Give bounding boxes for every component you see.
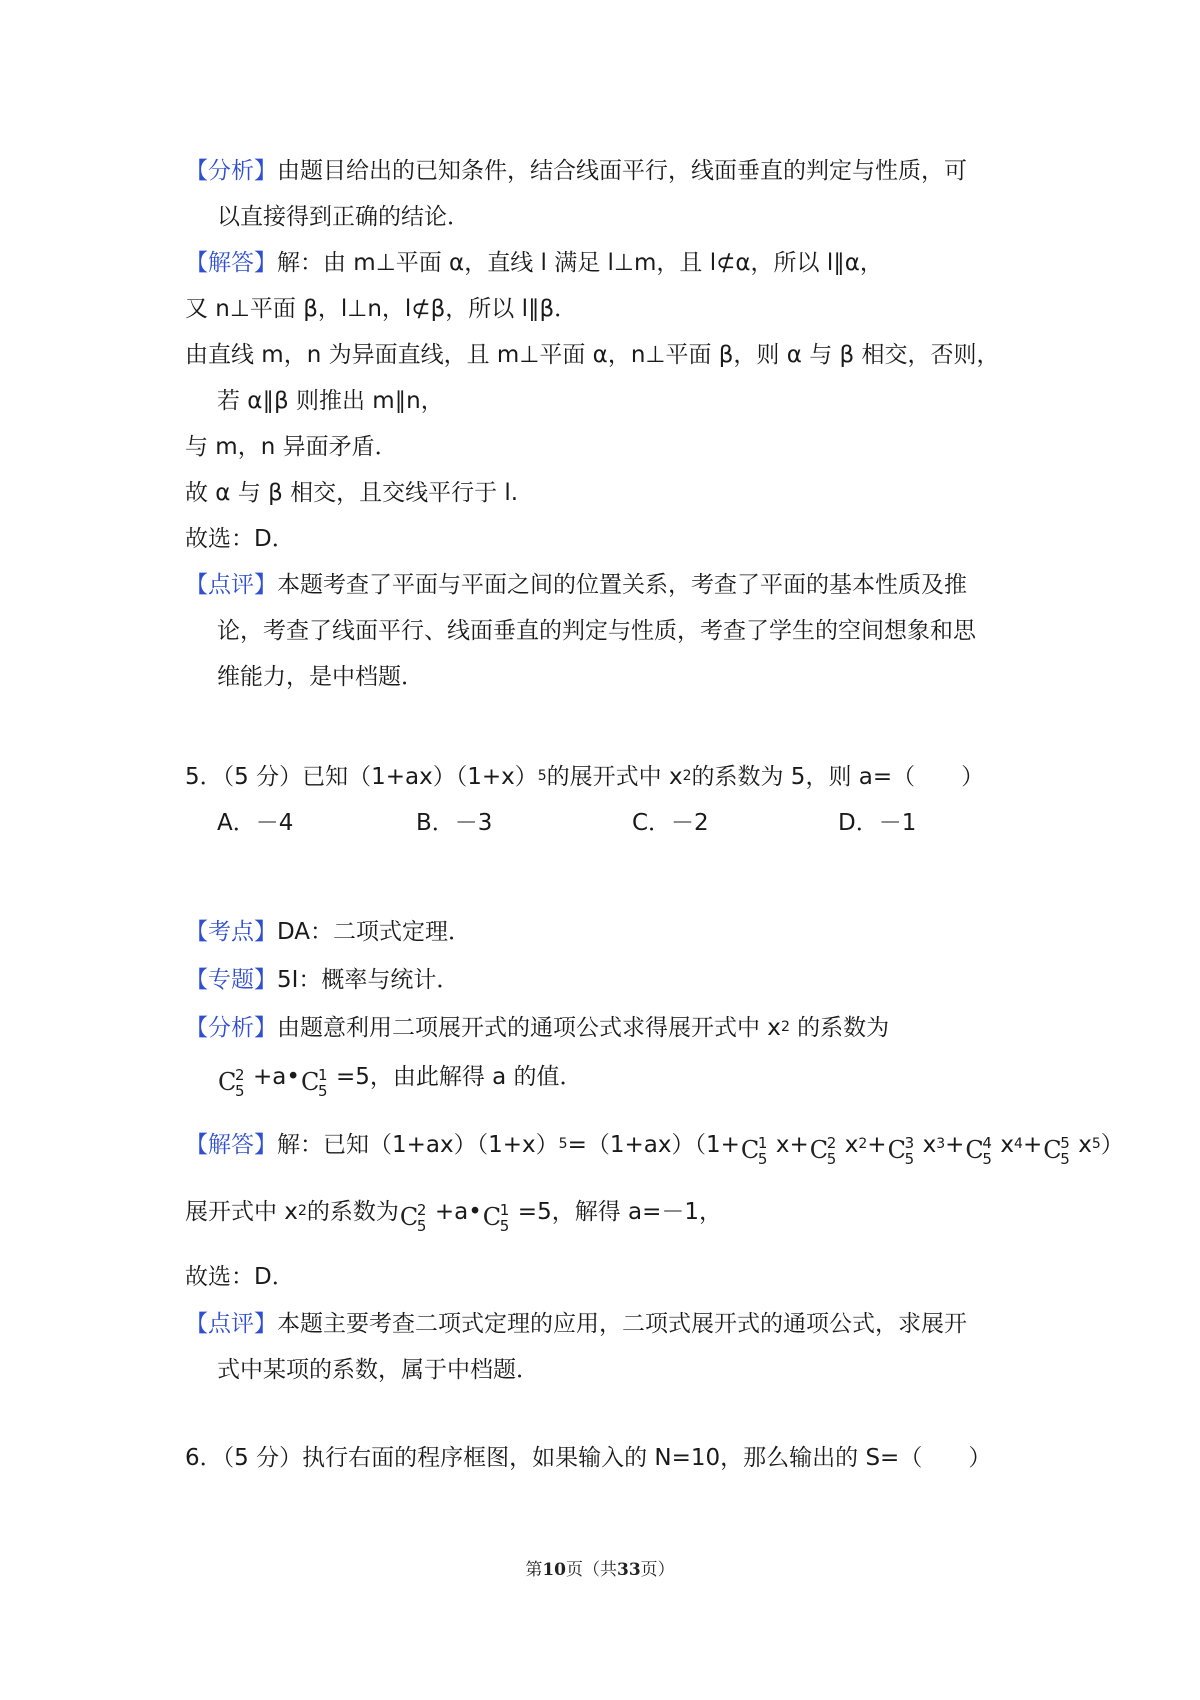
q5-analysis-line1	[185, 1013, 889, 1043]
solution2-a: 展开式中 x	[185, 1199, 298, 1225]
q5-comment-line2: 式中某项的系数，属于中档题．	[217, 1357, 539, 1383]
page-total: 33	[617, 1560, 641, 1580]
q5-kaodian	[185, 917, 471, 947]
binomial-c5-4: C 4 5	[965, 1133, 992, 1168]
solution-tag: 【解答】	[185, 250, 277, 276]
binomial-c5-1: C 1 5	[740, 1133, 768, 1168]
prev-comment-line1	[185, 570, 967, 600]
q5-comment-line1	[185, 1309, 967, 1339]
comment-tag: 【点评】	[185, 572, 277, 598]
binomial-c5-2: C 2 5	[399, 1200, 427, 1235]
prev-solution-line6: 故 α 与 β 相交，且交线平行于 l.	[185, 480, 519, 506]
comment-text: 本题考查了平面与平面之间的位置关系，考查了平面的基本性质及推	[277, 572, 967, 598]
solution-tag: 【解答】	[185, 1132, 277, 1158]
footer-post: 页）	[640, 1560, 675, 1580]
q5-zhuanti	[185, 965, 459, 995]
kaodian-tag: 【考点】	[185, 919, 277, 945]
analysis-text-a: 由题意利用二项展开式的通项公式求得展开式中 x	[277, 1015, 781, 1041]
q5-stem-exp: 5	[537, 768, 547, 784]
prev-solution-line2: 又 n⊥平面 β，l⊥n，l⊄β，所以 l∥β．	[185, 296, 578, 322]
q5-analysis-line2	[217, 1062, 583, 1100]
analysis-tag: 【分析】	[185, 158, 277, 184]
prev-analysis-line1	[185, 156, 967, 186]
solution-exp: 5	[558, 1136, 568, 1152]
q5-stem-c: 的系数为 5，则 a=（ ）	[691, 764, 985, 790]
q5-solution-line3: 故选：D．	[185, 1264, 295, 1290]
solution-text-b: =（1+ax）（1+	[567, 1132, 740, 1158]
solution2-b: 的系数为	[306, 1199, 399, 1225]
zhuanti-text: 5I：概率与统计．	[277, 967, 460, 993]
q5-solution-line2	[185, 1197, 723, 1235]
kaodian-text: DA：二项式定理．	[277, 919, 472, 945]
footer-pre: 第	[525, 1560, 543, 1580]
prev-solution-line5: 与 m，n 异面矛盾．	[185, 434, 398, 460]
prev-solution-line7: 故选：D．	[185, 526, 295, 552]
comment-text: 本题主要考查二项式定理的应用，二项式展开式的通项公式，求展开	[277, 1311, 967, 1337]
solution2-c: +a•	[434, 1199, 482, 1225]
q5-stem-exp2: 2	[682, 768, 692, 784]
q5-stem	[185, 762, 984, 792]
prev-solution-line1	[185, 248, 883, 278]
binomial-c5-1: C 1 5	[482, 1200, 510, 1235]
solution2-d: =5，解得 a=－1，	[517, 1199, 723, 1225]
binomial-c5-3: C 3 5	[887, 1133, 915, 1168]
footer-mid: 页（共	[566, 1560, 617, 1580]
solution2-exp: 2	[297, 1203, 307, 1219]
q6-stem: 6．（5 分）执行右面的程序框图，如果输入的 N=10，那么输出的 S=（ ）	[185, 1445, 992, 1471]
analysis-plus-a: +a•	[253, 1064, 300, 1090]
analysis-exp: 2	[780, 1019, 790, 1035]
analysis-text-c: 的系数为	[789, 1015, 890, 1041]
comment-tag: 【点评】	[185, 1311, 277, 1337]
analysis-text: 由题目给出的已知条件，结合线面平行，线面垂直的判定与性质，可	[277, 158, 967, 184]
zhuanti-tag: 【专题】	[185, 967, 277, 993]
page-number: 10	[542, 1560, 566, 1580]
q5-stem-a: 5．（5 分）已知（1+ax）（1+x）	[185, 764, 538, 790]
prev-solution-line3: 由直线 m，n 为异面直线，且 m⊥平面 α，n⊥平面 β，则 α 与 β 相交，否则，	[185, 342, 1000, 368]
solution-text: 解：由 m⊥平面 α，直线 l 满足 l⊥m，且 l⊄α，所以 l∥α，	[277, 250, 883, 276]
prev-comment-line2: 论，考查了线面平行、线面垂直的判定与性质，考查了学生的空间想象和思	[217, 618, 976, 644]
prev-comment-line3: 维能力，是中档题．	[217, 664, 424, 690]
binomial-c5-2: C 2 5	[809, 1133, 837, 1168]
binomial-c5-5: C 5 5	[1043, 1133, 1070, 1168]
binomial-c5-2: C 2 5	[218, 1065, 245, 1100]
q5-option-a: A．－4	[217, 810, 294, 836]
q5-option-d: D．－1	[838, 810, 917, 836]
q5-option-b: B．－3	[416, 810, 493, 836]
analysis-tag: 【分析】	[185, 1015, 277, 1041]
prev-solution-line4: 若 α∥β 则推出 m∥n，	[217, 388, 444, 414]
q5-option-c: C．－2	[632, 810, 709, 836]
q5-solution-line1: 【解答】解：已知$(1+ax)(1+x)^5=(1+ax)(1+$ C 1 5 x+ C 2 5 $x^2+$ C 3 5 $x^3+$ C 4 5 $x^4+$ C 5 5 $x^5$）	[185, 1132, 1124, 1168]
q5-stem-b: 的展开式中 x	[546, 764, 683, 790]
solution-text-a: 解：已知（1+ax）（1+x）	[277, 1132, 559, 1158]
analysis-result: =5，由此解得 a 的值．	[335, 1064, 583, 1090]
page-footer	[0, 1555, 1200, 1580]
prev-analysis-line2: 以直接得到正确的结论．	[217, 204, 470, 230]
binomial-c5-1: C 1 5	[300, 1065, 328, 1100]
